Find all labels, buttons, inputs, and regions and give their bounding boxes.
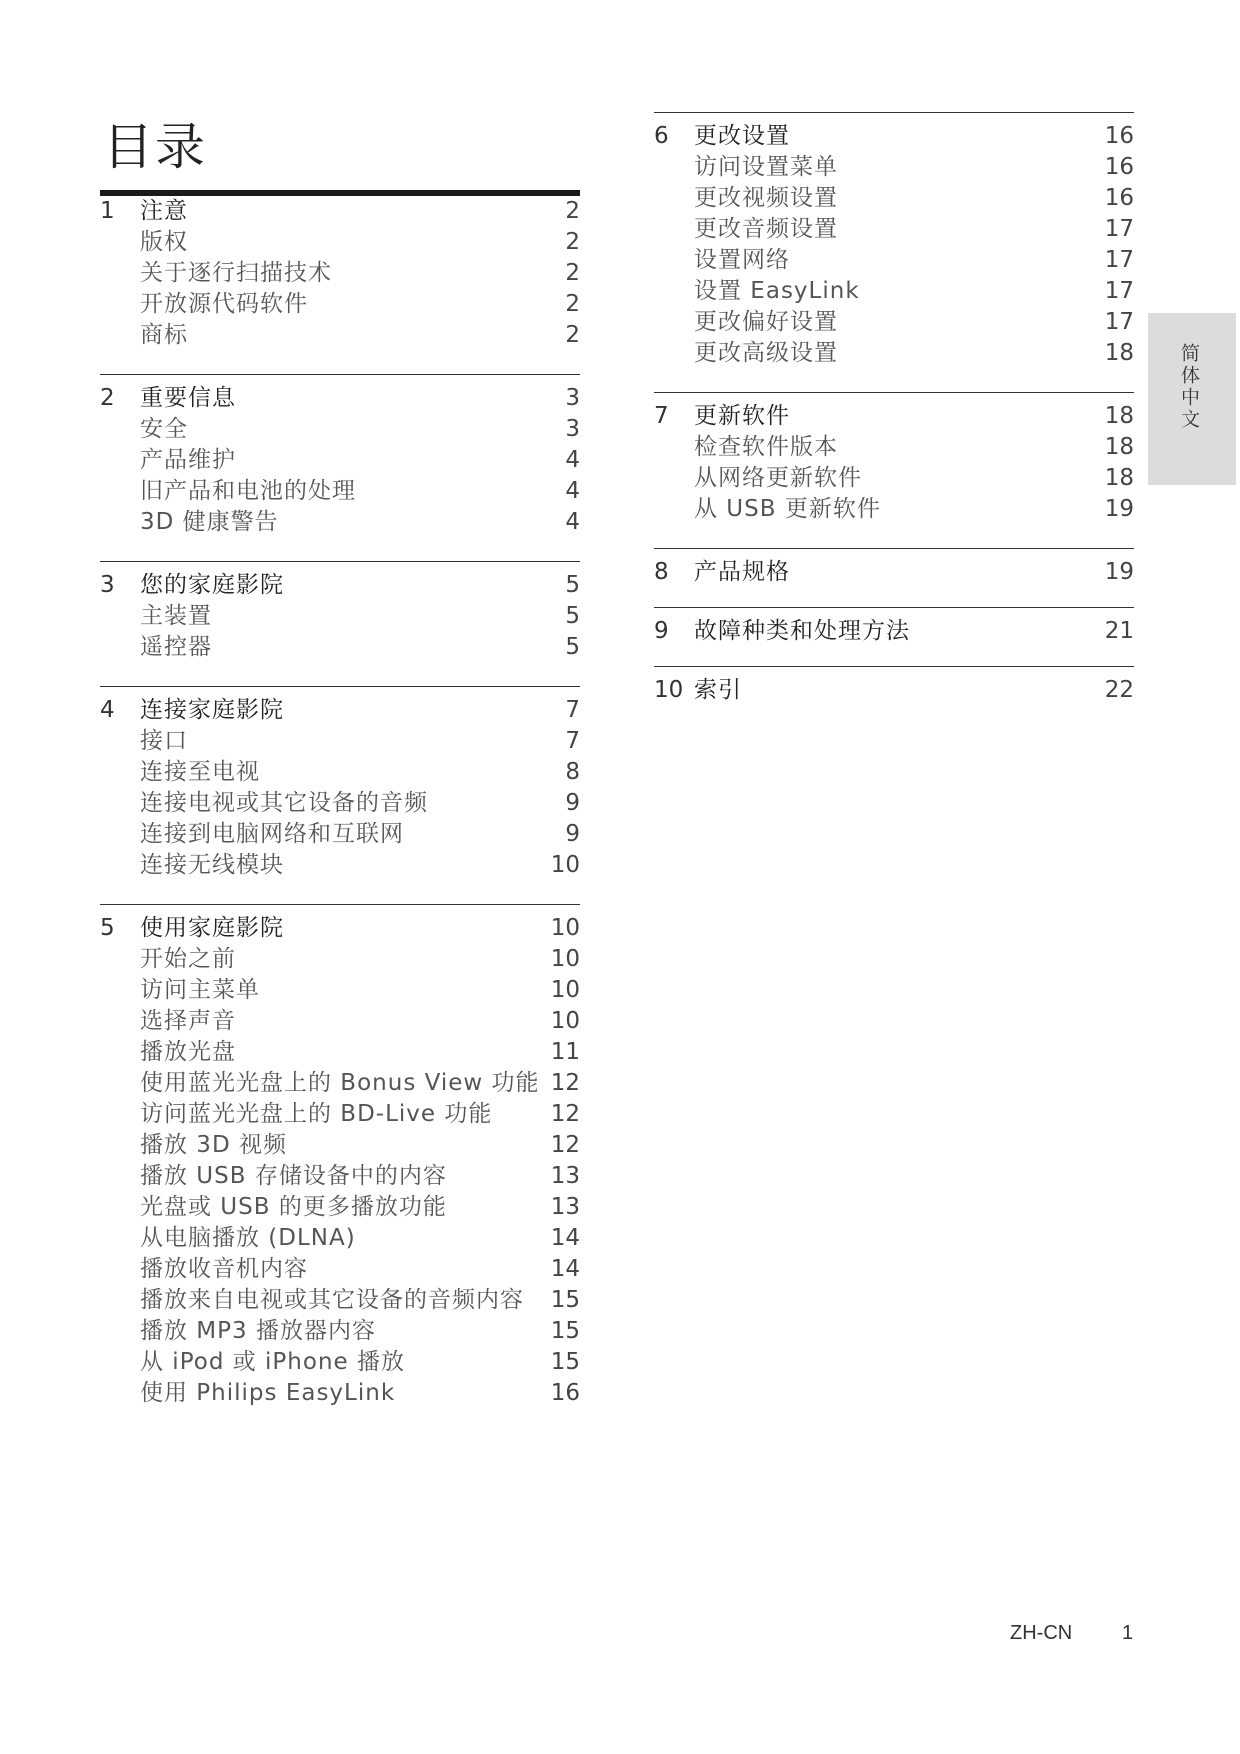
toc-entry[interactable] (100, 1130, 580, 1161)
entry-title: 更改音频设置 (694, 216, 838, 242)
toc-entry[interactable] (100, 757, 580, 788)
entry-page-number: 18 (1104, 434, 1134, 460)
section-page-number: 19 (1104, 559, 1134, 585)
section-title: 故障种类和处理方法 (694, 618, 910, 644)
section-number: 2 (100, 385, 115, 411)
entry-page-number: 10 (550, 977, 580, 1003)
entry-title: 使用蓝光光盘上的 Bonus View 功能 (140, 1070, 540, 1096)
toc-section-heading[interactable] (100, 695, 580, 726)
toc-section-heading[interactable] (654, 557, 1134, 588)
entry-title: 3D 健康警告 (140, 509, 279, 535)
section-number: 9 (654, 618, 669, 644)
entry-title: 光盘或 USB 的更多播放功能 (140, 1194, 447, 1220)
toc-entry[interactable] (100, 1192, 580, 1223)
toc-section (654, 548, 1134, 607)
entry-title: 选择声音 (140, 1008, 236, 1034)
entry-page-number: 13 (550, 1194, 580, 1220)
entry-page-number: 17 (1104, 309, 1134, 335)
entry-title: 从网络更新软件 (694, 465, 862, 491)
section-page-number: 7 (565, 697, 580, 723)
toc-entry[interactable] (100, 507, 580, 538)
entry-title: 播放 MP3 播放器内容 (140, 1318, 376, 1344)
entry-title: 设置 EasyLink (694, 278, 860, 304)
toc-entry[interactable] (100, 1099, 580, 1130)
entry-title: 遥控器 (140, 634, 212, 660)
entry-title: 播放 3D 视频 (140, 1132, 287, 1158)
entry-title: 主装置 (140, 603, 212, 629)
entry-page-number: 8 (565, 759, 580, 785)
toc-entry[interactable] (100, 1254, 580, 1285)
entry-page-number: 18 (1104, 340, 1134, 366)
entry-title: 播放 USB 存储设备中的内容 (140, 1163, 447, 1189)
entry-title: 开放源代码软件 (140, 291, 308, 317)
entry-title: 从 USB 更新软件 (694, 496, 881, 522)
toc-section-heading[interactable] (654, 121, 1134, 152)
toc-entry[interactable] (100, 1037, 580, 1068)
entry-page-number: 15 (550, 1349, 580, 1375)
toc-section-heading[interactable] (100, 570, 580, 601)
entry-page-number: 12 (550, 1070, 580, 1096)
toc-entry[interactable] (654, 432, 1134, 463)
entry-title: 连接至电视 (140, 759, 260, 785)
section-title: 您的家庭影院 (140, 572, 284, 598)
entry-title: 设置网络 (694, 247, 790, 273)
entry-page-number: 2 (565, 229, 580, 255)
toc-entry[interactable] (100, 726, 580, 757)
entry-page-number: 17 (1104, 247, 1134, 273)
entry-title: 更改视频设置 (694, 185, 838, 211)
section-page-number: 2 (565, 198, 580, 224)
toc-section-heading[interactable] (654, 401, 1134, 432)
toc-section-heading[interactable] (100, 383, 580, 414)
page-title: 目录 (103, 118, 207, 176)
entry-title: 播放收音机内容 (140, 1256, 308, 1282)
footer-page-number: 1 (1122, 1622, 1134, 1644)
section-title: 更新软件 (694, 403, 790, 429)
entry-title: 产品维护 (140, 447, 236, 473)
section-title: 重要信息 (140, 385, 236, 411)
toc-entry[interactable] (654, 214, 1134, 245)
footer-language-code: ZH-CN (1010, 1622, 1073, 1644)
entry-page-number: 4 (565, 509, 580, 535)
section-number: 5 (100, 915, 115, 941)
entry-page-number: 12 (550, 1132, 580, 1158)
entry-title: 播放来自电视或其它设备的音频内容 (140, 1287, 524, 1313)
section-number: 8 (654, 559, 669, 585)
section-page-number: 3 (565, 385, 580, 411)
toc-column-right (654, 112, 1134, 725)
toc-entry[interactable] (100, 227, 580, 258)
toc-section (100, 686, 580, 904)
entry-page-number: 13 (550, 1163, 580, 1189)
toc-section (654, 112, 1134, 392)
section-page-number: 5 (565, 572, 580, 598)
toc-entry[interactable] (100, 1316, 580, 1347)
toc-section (100, 374, 580, 561)
entry-title: 从电脑播放 (DLNA) (140, 1225, 356, 1251)
entry-title: 接口 (140, 728, 188, 754)
toc-entry[interactable] (100, 1347, 580, 1378)
toc-entry[interactable] (100, 414, 580, 445)
entry-page-number: 16 (550, 1380, 580, 1406)
section-title: 注意 (140, 198, 188, 224)
entry-title: 关于逐行扫描技术 (140, 260, 332, 286)
section-number: 7 (654, 403, 669, 429)
section-title: 产品规格 (694, 559, 790, 585)
section-page-number: 18 (1104, 403, 1134, 429)
entry-title: 连接无线模块 (140, 852, 284, 878)
toc-entry[interactable] (100, 445, 580, 476)
entry-page-number: 16 (1104, 154, 1134, 180)
toc-column-left (100, 196, 580, 1432)
language-side-tab-label: 简体中文 (1178, 343, 1200, 431)
entry-title: 访问主菜单 (140, 977, 260, 1003)
entry-page-number: 18 (1104, 465, 1134, 491)
entry-page-number: 19 (1104, 496, 1134, 522)
section-number: 1 (100, 198, 115, 224)
toc-entry[interactable] (654, 276, 1134, 307)
toc-entry[interactable] (654, 152, 1134, 183)
toc-entry[interactable] (100, 1006, 580, 1037)
section-page-number: 21 (1104, 618, 1134, 644)
entry-page-number: 17 (1104, 278, 1134, 304)
entry-title: 播放光盘 (140, 1039, 236, 1065)
entry-page-number: 14 (550, 1256, 580, 1282)
toc-section (100, 561, 580, 686)
entry-title: 商标 (140, 322, 188, 348)
toc-entry[interactable] (654, 494, 1134, 525)
toc-entry[interactable] (100, 819, 580, 850)
toc-entry[interactable] (100, 850, 580, 881)
entry-title: 连接电视或其它设备的音频 (140, 790, 428, 816)
entry-page-number: 2 (565, 260, 580, 286)
toc-entry[interactable] (100, 476, 580, 507)
entry-page-number: 5 (565, 603, 580, 629)
toc-section-heading[interactable] (654, 675, 1134, 706)
entry-page-number: 11 (550, 1039, 580, 1065)
toc-entry[interactable] (654, 338, 1134, 369)
section-title: 连接家庭影院 (140, 697, 284, 723)
entry-page-number: 10 (550, 1008, 580, 1034)
toc-section-heading[interactable] (100, 196, 580, 227)
entry-page-number: 10 (550, 946, 580, 972)
entry-title: 使用 Philips EasyLink (140, 1380, 396, 1406)
entry-title: 从 iPod 或 iPhone 播放 (140, 1349, 405, 1375)
toc-entry[interactable] (100, 320, 580, 351)
toc-entry[interactable] (654, 307, 1134, 338)
entry-page-number: 12 (550, 1101, 580, 1127)
toc-entry[interactable] (100, 632, 580, 663)
toc-entry[interactable] (100, 1223, 580, 1254)
toc-entry[interactable] (654, 463, 1134, 494)
entry-page-number: 9 (565, 790, 580, 816)
entry-page-number: 14 (550, 1225, 580, 1251)
entry-page-number: 15 (550, 1318, 580, 1344)
toc-section (654, 607, 1134, 666)
entry-title: 旧产品和电池的处理 (140, 478, 356, 504)
entry-page-number: 10 (550, 852, 580, 878)
toc-entry[interactable] (100, 1285, 580, 1316)
toc-entry[interactable] (100, 944, 580, 975)
section-page-number: 10 (550, 915, 580, 941)
language-side-tab (1148, 313, 1236, 485)
toc-entry[interactable] (654, 183, 1134, 214)
entry-title: 访问蓝光光盘上的 BD-Live 功能 (140, 1101, 493, 1127)
toc-entry[interactable] (100, 258, 580, 289)
entry-title: 检查软件版本 (694, 434, 838, 460)
entry-page-number: 3 (565, 416, 580, 442)
entry-page-number: 15 (550, 1287, 580, 1313)
toc-entry[interactable] (100, 601, 580, 632)
entry-title: 更改高级设置 (694, 340, 838, 366)
toc-entry[interactable] (654, 245, 1134, 276)
toc-section (654, 392, 1134, 548)
toc-entry[interactable] (100, 788, 580, 819)
section-title: 索引 (694, 677, 742, 703)
toc-section (100, 196, 580, 374)
toc-entry[interactable] (100, 1161, 580, 1192)
section-number: 3 (100, 572, 115, 598)
entry-page-number: 4 (565, 478, 580, 504)
section-title: 更改设置 (694, 123, 790, 149)
entry-title: 版权 (140, 229, 188, 255)
toc-section-heading[interactable] (100, 913, 580, 944)
entry-title: 开始之前 (140, 946, 236, 972)
section-number: 6 (654, 123, 669, 149)
section-number: 10 (654, 677, 684, 703)
entry-title: 更改偏好设置 (694, 309, 838, 335)
entry-page-number: 9 (565, 821, 580, 847)
entry-page-number: 17 (1104, 216, 1134, 242)
entry-page-number: 4 (565, 447, 580, 473)
entry-title: 访问设置菜单 (694, 154, 838, 180)
entry-page-number: 7 (565, 728, 580, 754)
toc-entry[interactable] (100, 289, 580, 320)
entry-page-number: 2 (565, 291, 580, 317)
entry-title: 安全 (140, 416, 188, 442)
toc-entry[interactable] (100, 1068, 580, 1099)
entry-page-number: 5 (565, 634, 580, 660)
entry-page-number: 16 (1104, 185, 1134, 211)
section-number: 4 (100, 697, 115, 723)
entry-title: 连接到电脑网络和互联网 (140, 821, 404, 847)
toc-entry[interactable] (100, 975, 580, 1006)
toc-section (100, 904, 580, 1432)
toc-section-heading[interactable] (654, 616, 1134, 647)
toc-section (654, 666, 1134, 725)
toc-entry[interactable] (100, 1378, 580, 1409)
section-page-number: 16 (1104, 123, 1134, 149)
section-page-number: 22 (1104, 677, 1134, 703)
section-title: 使用家庭影院 (140, 915, 284, 941)
entry-page-number: 2 (565, 322, 580, 348)
